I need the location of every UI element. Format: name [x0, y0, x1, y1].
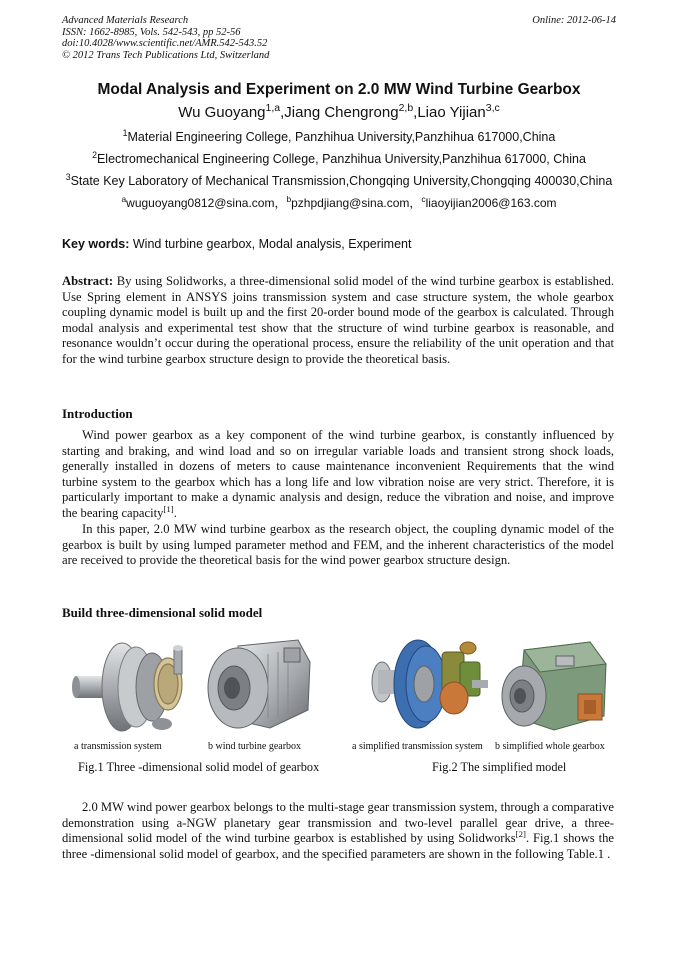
affiliation-text: Electromechanical Engineering College, Panzhihua University,Panzhihua 617000, China [96, 152, 586, 166]
keywords-label: Key words: [62, 237, 130, 251]
affiliation-text: State Key Laboratory of Mechanical Transmission,Chongqing University,Chongqing 400030,China [70, 174, 613, 188]
figure-label-a: a transmission system [74, 741, 162, 752]
affiliation [30, 149, 648, 166]
affiliation-sup: 2 [92, 149, 97, 160]
journal-name: Advanced Materials Research [62, 15, 189, 26]
affiliation [30, 127, 648, 144]
wind-turbine-gearbox-figure [198, 632, 316, 738]
citation: [1] [163, 503, 174, 514]
introduction-paragraph-1 [62, 428, 614, 522]
figure-2-caption: Fig.2 The simplified model [432, 760, 567, 774]
figure-1-caption: Fig.1 Three -dimensional solid model of gearbox [78, 760, 320, 774]
abstract-label: Abstract: [62, 274, 114, 288]
simplified-gearbox-figure [494, 632, 610, 738]
copyright: © 2012 Trans Tech Publications Ltd, Switzerland [62, 49, 270, 61]
online-date: Online: 2012-06-14 [532, 15, 616, 26]
email-sup: a [121, 194, 127, 204]
affiliation [30, 171, 648, 188]
paper-title: Modal Analysis and Experiment on 2.0 MW Wind Turbine Gearbox [97, 81, 581, 98]
simplified-transmission-figure [368, 632, 490, 738]
affiliation-sup: 3 [65, 171, 71, 182]
journal-header [62, 15, 616, 61]
author-sup: 1,a [265, 102, 281, 114]
doi: doi:10.4028/www.scientific.net/AMR.542-543.52 [62, 38, 268, 49]
issn: ISSN: 1662-8985, Vols. 542-543, pp 52-56 [62, 26, 241, 38]
transmission-system-figure [70, 632, 190, 738]
figure-label-d: b simplified whole gearbox [495, 741, 605, 752]
abstract-text: By using Solidworks, a three-dimensional solid model of the wind turbine gearbox is established. Use Spring element in ANSYS joins transmission system and case structure system, the whole gearbox coupling dynamic model is built up and the first 20-order bound mode of the gearbox is calculated. Through modal analysis and experimental test show that the structure of wind turbine gearbox is reasonable, and resonance wouldn’t occur during the operational process, ensure the reliability of the unit operation and that for the wind turbine gearbox structure design to provide the theoretical basis. [62, 274, 614, 366]
paragraph-end: . [173, 505, 177, 520]
abstract [62, 274, 614, 368]
keywords-text: Wind turbine gearbox, Modal analysis, Experiment [129, 237, 412, 251]
author-name: Wu Guoyang [178, 104, 266, 121]
author-sup: 3,c [485, 102, 500, 114]
email-text: liaoyijian2006@163.com [425, 196, 557, 210]
paragraph-text: . Fig.1 shows the three -dimensional solid model of gearbox, and the specified parameters are shown in the following Table.1 . [62, 831, 615, 861]
author-name: Jiang Chengrong [284, 104, 399, 121]
affiliation-sup: 1 [122, 127, 128, 138]
figure-label-c: a simplified transmission system [352, 741, 483, 752]
introduction-heading: Introduction [62, 406, 133, 421]
paragraph-text: 2.0 MW wind power gearbox belongs to the multi-stage gear transmission system, through a comparative demonstration using a-NGW planetary gear transmission and two-level parallel gear drive, a three-dimensional solid model of the wind turbine gearbox is established by using Solidworks [62, 800, 614, 846]
email-sup: c [421, 194, 426, 204]
keywords [62, 237, 616, 251]
section-heading: Build three-dimensional solid model [62, 605, 263, 620]
section-paragraph [62, 800, 614, 862]
author-name: Liao Yijian [417, 104, 486, 121]
author-list: Wu Guoyang$^{1,a}$,Jiang Chengrong$^{2,b}$,Liao Yijian$^{3,c}$ [178, 102, 500, 121]
citation: [2] [515, 829, 526, 839]
author-sup: 2,b [398, 102, 414, 114]
email-list [30, 194, 648, 211]
paragraph-text: Wind power gearbox as a key component of the wind turbine gearbox, is constantly influenced by starting and braking, and wind load and so on irregular variable loads and transient strong shock loads, generally installed in dozens of meters to cause maintenance inconvenient Requirements that the wind turbine system to the gearbox which has a long life and low vibration noise are very strict. Therefore, it is particularly important to make a dynamic analysis and design, reduce the vibration and noise, and improve the bearing capacity [62, 428, 614, 520]
email-sup: b [286, 194, 292, 204]
affiliation-text: Material Engineering College, Panzhihua University,Panzhihua 617000,China [127, 130, 556, 144]
introduction-paragraph-2: In this paper, 2.0 MW wind turbine gearbox as the research object, the coupling dynamic model of the gearbox is built by using lumped parameter method and FEM, and the inherent characteristics of the model are received to provide the theoretical basis for the wind power gearbox structure design. [62, 522, 614, 568]
email-text: wuguoyang0812@sina.com， [126, 196, 287, 210]
figure-label-b: b wind turbine gearbox [208, 741, 302, 752]
email-text: pzhpdjiang@sina.com， [291, 196, 422, 210]
